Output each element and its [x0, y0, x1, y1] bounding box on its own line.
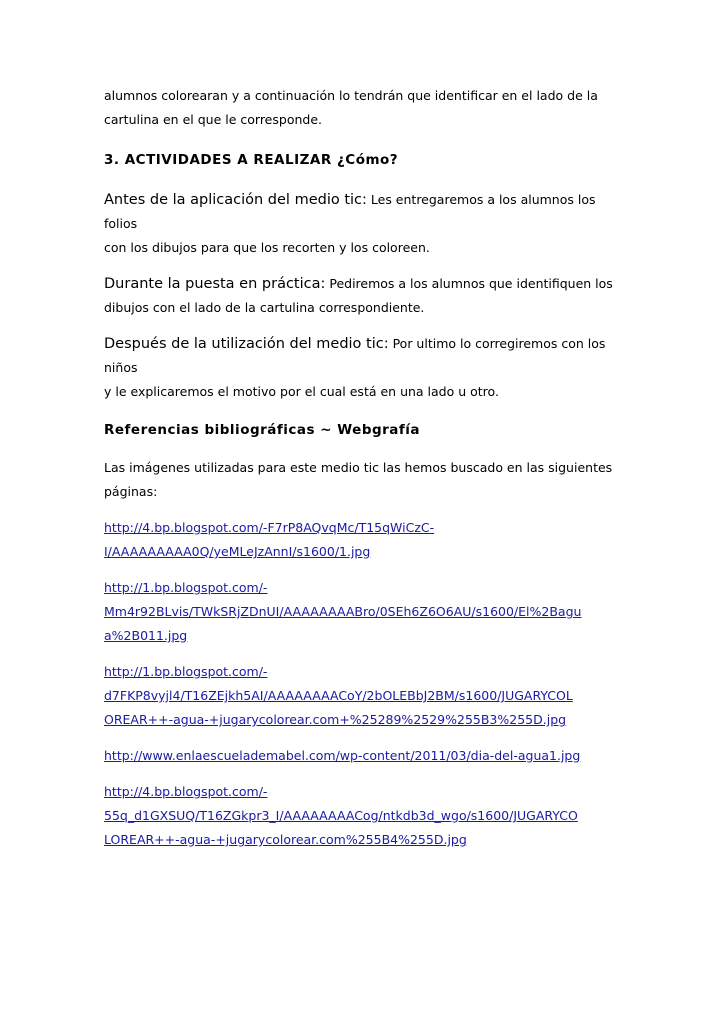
- before-line-2: con los dibujos para que los recorten y los coloreen.: [104, 240, 430, 255]
- link-4-line-1[interactable]: http://www.enlaescuelademabel.com/wp-content/2011/03/dia-del-agua1.jpg: [104, 748, 581, 763]
- during-paragraph: [104, 272, 624, 320]
- link-3-line-1[interactable]: http://1.bp.blogspot.com/-: [104, 664, 268, 679]
- intro-line-1: alumnos colorearan y a continuación lo tendrán que identificar en el lado de la: [104, 88, 598, 103]
- intro-paragraph: [104, 84, 624, 132]
- during-line-1: Pediremos a los alumnos que identifiquen los: [325, 276, 613, 291]
- reference-link-5[interactable]: [104, 780, 624, 852]
- link-3-line-3[interactable]: OREAR++-agua-+jugarycolorear.com+%25289%2529%255B3%255D.jpg: [104, 712, 567, 727]
- link-2-line-2[interactable]: Mm4r92BLvis/TWkSRjZDnUI/AAAAAAAABro/0SEh6Z6O6AU/s1600/El%2Bagu: [104, 604, 582, 619]
- reference-link-1[interactable]: [104, 516, 624, 564]
- reference-link-3[interactable]: [104, 660, 624, 732]
- link-1-line-2[interactable]: I/AAAAAAAAA0Q/yeMLeJzAnnI/s1600/1.jpg: [104, 544, 371, 559]
- before-lead: Antes de la aplicación del medio tic:: [104, 192, 367, 208]
- references-heading: Referencias bibliográficas ~ Webgrafía: [104, 422, 421, 438]
- references-intro-line-1: Las imágenes utilizadas para este medio tic las hemos buscado en las siguientes: [104, 460, 613, 475]
- link-5-line-2[interactable]: 55q_d1GXSUQ/T16ZGkpr3_I/AAAAAAAACog/ntkdb3d_wgo/s1600/JUGARYCO: [104, 808, 578, 823]
- page-content: [104, 84, 624, 852]
- after-lead: Después de la utilización del medio tic:: [104, 336, 389, 352]
- link-1-line-1[interactable]: http://4.bp.blogspot.com/-F7rP8AQvqMc/T15qWiCzC-: [104, 520, 435, 535]
- link-3-line-2[interactable]: d7FKP8vyjl4/T16ZEjkh5AI/AAAAAAAACoY/2bOLEBbJ2BM/s1600/JUGARYCOL: [104, 688, 573, 703]
- reference-link-4[interactable]: [104, 744, 624, 768]
- section-heading: 3. ACTIVIDADES A REALIZAR ¿Cómo?: [104, 152, 399, 168]
- reference-link-2[interactable]: [104, 576, 624, 648]
- link-2-line-1[interactable]: http://1.bp.blogspot.com/-: [104, 580, 268, 595]
- before-line-1: Les entregaremos a los alumnos los folios: [104, 192, 596, 231]
- after-line-1: Por ultimo lo corregiremos con los niños: [104, 336, 606, 375]
- references-intro: [104, 456, 624, 504]
- during-line-2: dibujos con el lado de la cartulina correspondiente.: [104, 300, 425, 315]
- link-5-line-1[interactable]: http://4.bp.blogspot.com/-: [104, 784, 268, 799]
- before-paragraph: [104, 188, 624, 260]
- after-line-2: y le explicaremos el motivo por el cual está en una lado u otro.: [104, 384, 499, 399]
- intro-line-2: cartulina en el que le corresponde.: [104, 112, 322, 127]
- after-paragraph: [104, 332, 624, 404]
- references-intro-line-2: páginas:: [104, 484, 158, 499]
- link-2-line-3[interactable]: a%2B011.jpg: [104, 628, 188, 643]
- link-5-line-3[interactable]: LOREAR++-agua-+jugarycolorear.com%255B4%255D.jpg: [104, 832, 467, 847]
- during-lead: Durante la puesta en práctica:: [104, 276, 326, 292]
